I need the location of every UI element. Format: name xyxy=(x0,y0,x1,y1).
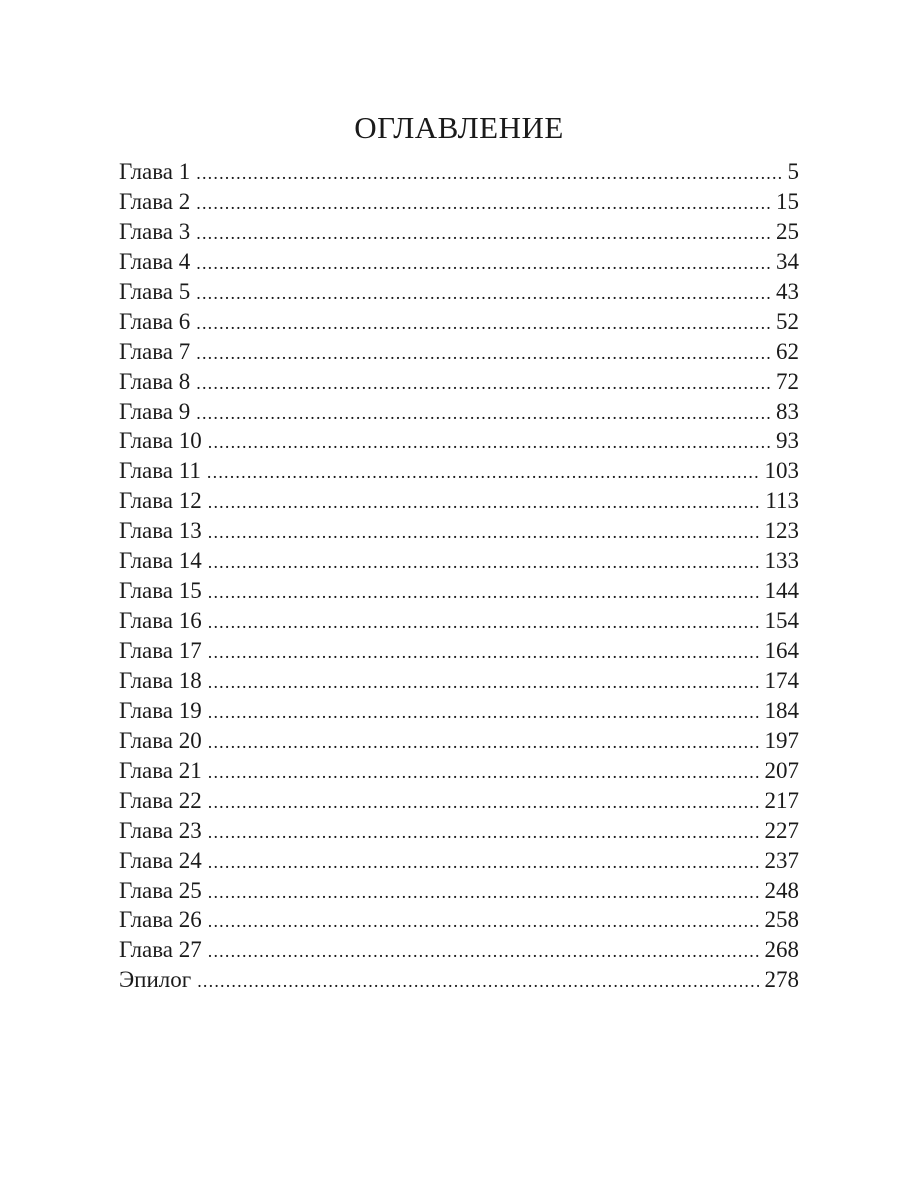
toc-entry-page-number: 217 xyxy=(764,787,799,813)
dot-leader xyxy=(208,518,759,546)
toc-entry-label: Эпилог xyxy=(119,967,192,993)
toc-entry-label: Глава 25 xyxy=(119,877,202,903)
toc-entry[interactable] xyxy=(119,247,799,277)
dot-leader xyxy=(208,818,759,846)
toc-entry-page-number: 237 xyxy=(764,847,799,873)
toc-entry-page-number: 174 xyxy=(764,667,799,693)
toc-entry-label: Глава 4 xyxy=(119,248,191,274)
toc-entry-page-number: 197 xyxy=(764,727,799,753)
dot-leader xyxy=(196,369,770,397)
toc-entry-page-number: 258 xyxy=(764,907,799,933)
toc-entry-label: Глава 13 xyxy=(119,518,202,544)
dot-leader xyxy=(196,309,770,337)
dot-leader xyxy=(208,878,759,906)
toc-entry-label: Глава 18 xyxy=(119,667,202,693)
toc-entry-page-number: 62 xyxy=(776,338,799,364)
toc-entry-label: Глава 19 xyxy=(119,697,202,723)
dot-leader xyxy=(196,189,770,217)
toc-entry-page-number: 227 xyxy=(764,817,799,843)
dot-leader xyxy=(208,728,759,756)
toc-entry[interactable] xyxy=(119,337,799,367)
toc-entry-label: Глава 12 xyxy=(119,488,202,514)
toc-entry-label: Глава 16 xyxy=(119,608,202,634)
dot-leader xyxy=(208,907,759,935)
toc-entry-label: Глава 5 xyxy=(119,278,191,304)
toc-entry[interactable] xyxy=(119,307,799,337)
toc-entry[interactable] xyxy=(119,666,799,696)
toc-entry-label: Глава 20 xyxy=(119,727,202,753)
toc-entry-page-number: 133 xyxy=(764,548,799,574)
toc-entry-label: Глава 7 xyxy=(119,338,191,364)
toc-entry[interactable] xyxy=(119,696,799,726)
dot-leader xyxy=(207,458,759,486)
dot-leader xyxy=(208,848,759,876)
toc-entry-label: Глава 27 xyxy=(119,937,202,963)
toc-entry-label: Глава 10 xyxy=(119,428,202,454)
toc-entry-label: Глава 11 xyxy=(119,458,201,484)
toc-entry-label: Глава 24 xyxy=(119,847,202,873)
dot-leader xyxy=(208,758,759,786)
dot-leader xyxy=(208,668,759,696)
toc-entry-page-number: 278 xyxy=(764,967,799,993)
toc-entry-label: Глава 17 xyxy=(119,638,202,663)
toc-entry-page-number: 34 xyxy=(776,248,799,274)
toc-entry-page-number: 164 xyxy=(764,638,799,663)
dot-leader xyxy=(196,399,770,427)
dot-leader xyxy=(208,638,759,666)
toc-entry[interactable] xyxy=(119,157,799,187)
toc-entry[interactable] xyxy=(119,486,799,516)
toc-entry[interactable] xyxy=(119,217,799,247)
toc-entry-label: Глава 3 xyxy=(119,218,191,244)
dot-leader xyxy=(196,279,770,307)
toc-entry-page-number: 248 xyxy=(764,877,799,903)
toc-entry-label: Глава 1 xyxy=(119,159,191,184)
toc-entry[interactable] xyxy=(119,546,799,576)
dot-leader xyxy=(196,249,770,277)
dot-leader xyxy=(196,159,781,187)
toc-entry-page-number: 43 xyxy=(776,278,799,304)
toc-entry-page-number: 15 xyxy=(776,188,799,214)
toc-entry-page-number: 113 xyxy=(765,488,799,514)
toc-entry[interactable] xyxy=(119,935,799,965)
toc-entry-label: Глава 8 xyxy=(119,368,191,394)
toc-entry-page-number: 83 xyxy=(776,398,799,424)
toc-entry-label: Глава 14 xyxy=(119,548,202,574)
toc-entry-page-number: 72 xyxy=(776,368,799,394)
table-of-contents xyxy=(119,157,799,995)
toc-entry[interactable] xyxy=(119,876,799,906)
dot-leader xyxy=(208,428,770,456)
toc-entry-label: Глава 26 xyxy=(119,907,202,933)
dot-leader xyxy=(196,339,770,367)
toc-entry-label: Глава 23 xyxy=(119,817,202,843)
dot-leader xyxy=(208,548,759,576)
toc-entry[interactable] xyxy=(119,726,799,756)
dot-leader xyxy=(208,788,759,816)
dot-leader xyxy=(196,219,770,247)
toc-entry[interactable] xyxy=(119,636,799,666)
toc-entry[interactable] xyxy=(119,756,799,786)
toc-entry-page-number: 154 xyxy=(764,608,799,634)
toc-entry-page-number: 144 xyxy=(764,578,799,604)
toc-entry-label: Глава 6 xyxy=(119,308,191,334)
toc-entry-page-number: 103 xyxy=(764,458,799,484)
toc-entry-page-number: 184 xyxy=(764,697,799,723)
toc-entry[interactable] xyxy=(119,516,799,546)
toc-entry-page-number: 268 xyxy=(764,937,799,963)
toc-entry[interactable] xyxy=(119,606,799,636)
toc-entry-page-number: 5 xyxy=(787,159,799,184)
toc-entry-page-number: 123 xyxy=(764,518,799,544)
toc-entry[interactable] xyxy=(119,846,799,876)
toc-entry[interactable] xyxy=(119,426,799,456)
dot-leader xyxy=(208,698,759,726)
dot-leader xyxy=(208,578,759,606)
toc-entry-page-number: 207 xyxy=(764,757,799,783)
dot-leader xyxy=(208,488,760,516)
toc-entry[interactable] xyxy=(119,187,799,217)
toc-entry[interactable] xyxy=(119,965,799,995)
toc-entry-label: Глава 21 xyxy=(119,757,202,783)
toc-entry[interactable] xyxy=(119,786,799,816)
toc-entry[interactable] xyxy=(119,367,799,397)
toc-entry-label: Глава 2 xyxy=(119,188,191,214)
toc-entry[interactable] xyxy=(119,277,799,307)
toc-entry-page-number: 93 xyxy=(776,428,799,454)
toc-entry-label: Глава 9 xyxy=(119,398,191,424)
toc-entry[interactable] xyxy=(119,576,799,606)
toc-entry-page-number: 25 xyxy=(776,218,799,244)
toc-entry-label: Глава 22 xyxy=(119,787,202,813)
toc-entry[interactable] xyxy=(119,905,799,935)
toc-entry-page-number: 52 xyxy=(776,308,799,334)
toc-entry[interactable] xyxy=(119,397,799,427)
toc-entry[interactable] xyxy=(119,456,799,486)
dot-leader xyxy=(208,608,759,636)
dot-leader xyxy=(197,967,758,995)
dot-leader xyxy=(208,937,759,965)
toc-entry[interactable] xyxy=(119,816,799,846)
toc-entry-label: Глава 15 xyxy=(119,578,202,604)
toc-title: ОГЛАВЛЕНИЕ xyxy=(354,110,564,145)
